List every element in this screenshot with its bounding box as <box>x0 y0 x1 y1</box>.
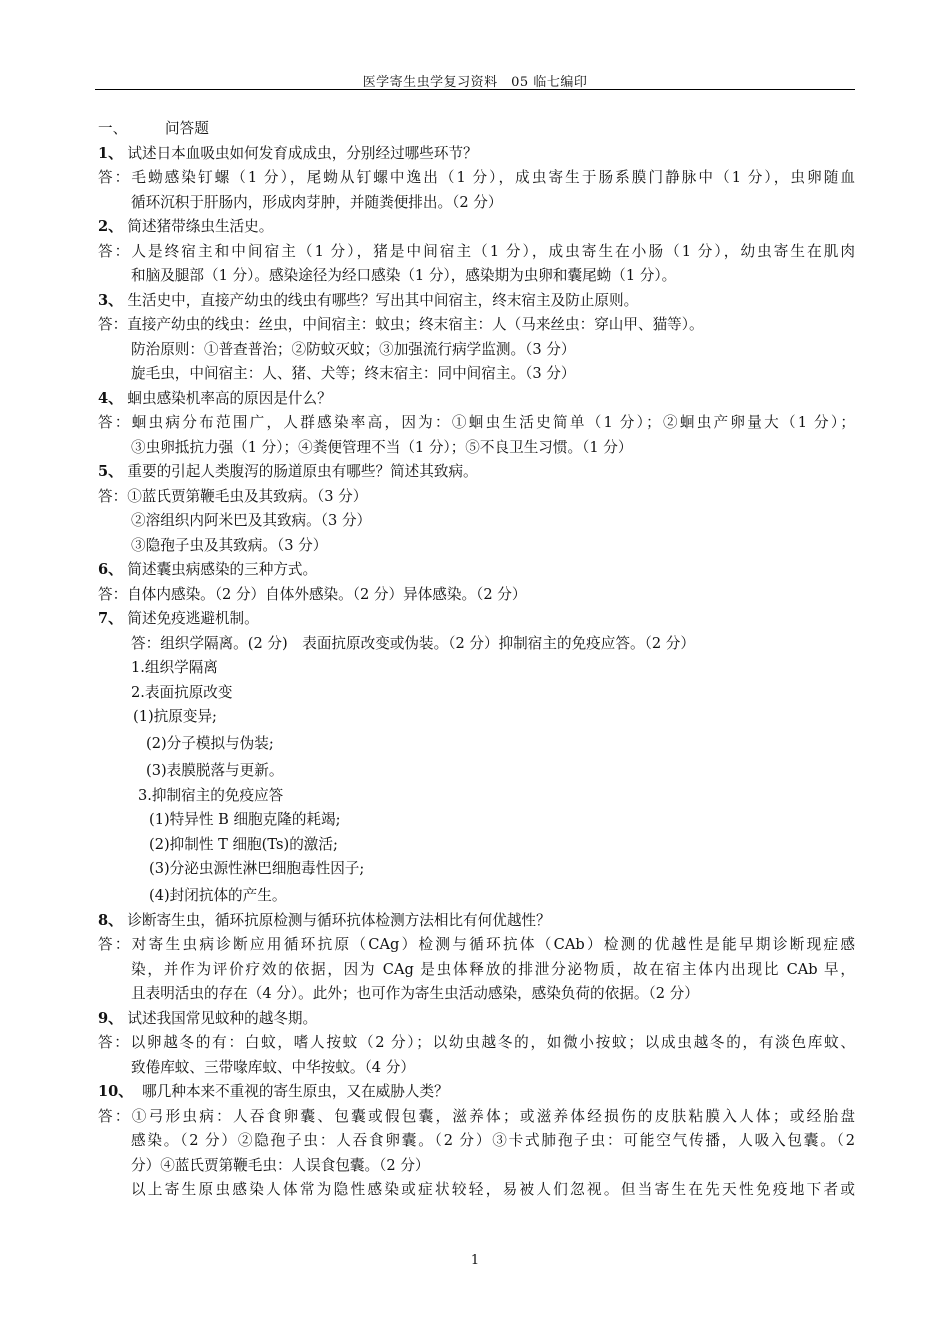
answer-line: 答：①蓝氏贾第鞭毛虫及其致病。（3 分） <box>98 487 368 505</box>
continuation-line: (3)分泌虫源性淋巴细胞毒性因子; <box>149 860 365 877</box>
continuation-line: ②溶组织内阿米巴及其致病。（3 分） <box>131 512 372 529</box>
document-body <box>98 117 855 1203</box>
question-line <box>98 215 855 240</box>
question-line <box>98 558 855 583</box>
continuation-line: 2.表面抗原改变 <box>131 683 233 701</box>
question-number: 4、 <box>98 389 123 407</box>
question-line <box>98 607 855 632</box>
qa-list <box>98 142 855 1203</box>
section-number: 一、 <box>98 120 128 137</box>
question-number: 1、 <box>98 144 123 162</box>
continuation-line: (1)抗原变异; <box>133 708 217 725</box>
header-rule <box>95 89 855 90</box>
continuation-line: 1.组织学隔离 <box>131 659 218 676</box>
question-text: 哪几种本来不重视的寄生原虫，又在威胁人类？ <box>132 1083 449 1100</box>
continuation-line: 致倦库蚊、三带喙库蚊、中华按蚊。（4 分） <box>131 1058 415 1076</box>
answer-line: 答：自体内感染。（2 分）自体外感染。（2 分）异体感染。（2 分） <box>98 585 527 603</box>
question-text: 重要的引起人类腹泻的肠道原虫有哪些？简述其致病。 <box>122 463 478 480</box>
question-text: 生活史中，直接产幼虫的线虫有哪些？写出其中间宿主，终末宿主及防止原则。 <box>122 291 639 309</box>
running-header: 医学寄生虫学复习资料 05 临七编印 <box>362 75 588 90</box>
continuation-line: 和脑及腿部（1 分）。感染途径为经口感染（1 分），感染期为虫卵和囊尾蚴（1 分）。 <box>131 267 677 284</box>
page-number: 1 <box>470 1253 480 1268</box>
question-line <box>98 142 855 167</box>
continuation-line: (2)抑制性 T 细胞(Ts)的激活; <box>149 835 338 853</box>
continuation-line: 防治原则：①普查普治；②防蚊灭蚊；③加强流行病学监测。（3 分） <box>131 340 576 358</box>
question-line <box>98 909 855 934</box>
answer-line: 答：直接产幼虫的线虫：丝虫，中间宿主：蚊虫；终末宿主：人（马来丝虫：穿山甲、猫等）。 <box>98 316 704 333</box>
question-text: 试述我国常见蚊种的越冬期。 <box>122 1009 318 1027</box>
continuation-line: (1)特异性 B 细胞克隆的耗竭; <box>149 811 341 828</box>
answer-line: 答：对寄生虫病诊断应用循环抗原（CAg）检测与循环抗体（CAb）检测的优越性是能早期诊断现症感 <box>98 936 855 953</box>
question-text: 诊断寄生虫，循环抗原检测与循环抗体检测方法相比有何优越性？ <box>122 911 551 929</box>
question-number: 2、 <box>98 218 123 235</box>
question-number: 8、 <box>98 911 123 929</box>
continuation-line: 感染。（2 分）②隐孢子虫：人吞食卵囊。（2 分）③卡式肺孢子虫：可能空气传播，人吸入包囊。（2 <box>131 1132 855 1149</box>
question-number: 3、 <box>98 291 123 309</box>
continuation-line: (4)封闭抗体的产生。 <box>149 886 287 904</box>
question-text: 简述免疫逃避机制。 <box>122 610 259 627</box>
question-text: 简述猪带绦虫生活史。 <box>122 218 274 235</box>
answer-line: 答：①弓形虫病：人吞食卵囊、包囊或假包囊，滋养体；或滋养体经损伤的皮肤粘膜入人体；或经胎盘 <box>98 1107 855 1125</box>
question-number: 5、 <box>98 463 123 480</box>
continuation-line: (2)分子模拟与伪装; <box>146 734 274 752</box>
question-line <box>98 1007 855 1032</box>
continuation-line: 且表明活虫的存在（4 分）。此外；也可作为寄生虫活动感染，感染负荷的依据。（2 分） <box>131 985 699 1002</box>
section-title: 问答题 <box>165 120 209 137</box>
question-number: 6、 <box>98 561 123 578</box>
continuation-line: 分）④蓝氏贾第鞭毛虫：人误食包囊。（2 分） <box>131 1156 430 1174</box>
question-line <box>98 460 855 485</box>
continuation-line: (3)表膜脱落与更新。 <box>146 761 284 779</box>
question-number: 10、 <box>98 1083 133 1100</box>
question-line <box>98 387 855 412</box>
question-line <box>98 1080 855 1105</box>
section-heading <box>98 117 855 142</box>
question-line <box>98 289 855 314</box>
continuation-line: 染，并作为评价疗效的依据，因为 CAg 是虫体释放的排泄分泌物质，故在宿主体内出现比 CAb 早， <box>131 960 855 978</box>
question-text: 蛔虫感染机率高的原因是什么？ <box>122 389 332 407</box>
continuation-line: ③隐孢子虫及其致病。（3 分） <box>131 536 328 554</box>
continuation-line: 答：组织学隔离。(2 分) 表面抗原改变或伪装。（2 分）抑制宿主的免疫应答。（2 分） <box>131 634 695 652</box>
question-text: 简述囊虫病感染的三种方式。 <box>122 561 318 578</box>
continuation-line: ③虫卵抵抗力强（1 分）；④粪便管理不当（1 分）；⑤不良卫生习惯。（1 分） <box>131 438 633 456</box>
question-number: 9、 <box>98 1009 123 1027</box>
answer-line: 答：毛蚴感染钉螺（1 分），尾蚴从钉螺中逸出（1 分），成虫寄生于肠系膜门静脉中（1 分），虫卵随血 <box>98 169 855 186</box>
answer-line: 答：人是终宿主和中间宿主（1 分），猪是中间宿主（1 分），成虫寄生在小肠（1 分），幼虫寄生在肌肉 <box>98 242 855 260</box>
answer-line: 答：以卵越冬的有：白蚊，嗜人按蚊（2 分）；以幼虫越冬的，如微小按蚊；以成虫越冬的，有淡色库蚊、 <box>98 1034 855 1051</box>
continuation-line: 旋毛虫，中间宿主：人、猪、犬等；终末宿主：同中间宿主。（3 分） <box>131 365 576 382</box>
question-text: 试述日本血吸虫如何发育成成虫，分别经过哪些环节？ <box>122 144 478 162</box>
question-number: 7、 <box>98 610 123 627</box>
answer-line: 答：蛔虫病分布范围广，人群感染率高，因为：①蛔虫生活史简单（1 分）；②蛔虫产卵量大（1 分）； <box>98 414 855 431</box>
continuation-line: 3.抑制宿主的免疫应答 <box>138 786 284 804</box>
continuation-line: 以上寄生原虫感染人体常为隐性感染或症状较轻，易被人们忽视。但当寄生在先天性免疫地下者或 <box>131 1181 855 1198</box>
continuation-line: 循环沉积于肝肠内，形成肉芽肿，并随粪便排出。（2 分） <box>131 193 503 211</box>
